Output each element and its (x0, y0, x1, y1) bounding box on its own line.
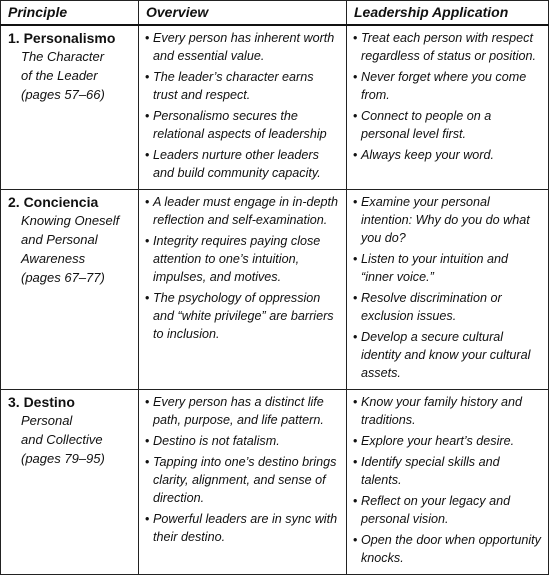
principle-subtitle-line: Knowing Oneself (21, 213, 120, 228)
application-list (347, 26, 548, 171)
list-item: • Destino is not fatalism. (145, 432, 341, 450)
principle-cell (1, 190, 139, 390)
table-row (1, 25, 549, 190)
list-item: • Examine your personal intention: Why do you do what you do? (353, 193, 543, 247)
list-item: • Reflect on your legacy and personal vision. (353, 492, 543, 528)
application-list (347, 390, 548, 574)
principle-title: 2. Conciencia (8, 194, 99, 210)
list-item: • Explore your heart’s desire. (353, 432, 543, 450)
principle-cell (1, 25, 139, 190)
list-item: • Leaders nurture other leaders and build community capacity. (145, 146, 341, 182)
principle-subtitle-line: and Collective (21, 432, 103, 447)
list-item: • Every person has inherent worth and essential value. (145, 29, 341, 65)
principle-subtitle-line: Awareness (21, 251, 86, 266)
list-item: • Identify special skills and talents. (353, 453, 543, 489)
overview-list (139, 26, 346, 189)
header-overview: Overview (139, 1, 347, 26)
list-item: • Always keep your word. (353, 146, 543, 164)
list-item: • Open the door when opportunity knocks. (353, 531, 543, 567)
list-item: • The leader’s character earns trust and respect. (145, 68, 341, 104)
header-principle: Principle (1, 1, 139, 26)
list-item: • A leader must engage in in-depth reflection and self-examination. (145, 193, 341, 229)
header-leadership-application: Leadership Application (347, 1, 549, 26)
application-cell (347, 190, 549, 390)
list-item: • Never forget where you come from. (353, 68, 543, 104)
overview-cell (139, 25, 347, 190)
overview-cell (139, 390, 347, 575)
header-row (1, 1, 549, 26)
principle-subtitle-line: of the Leader (21, 68, 98, 83)
principle-title: 3. Destino (8, 394, 75, 410)
list-item: • The psychology of oppression and “white privilege” are barriers to inclusion. (145, 289, 341, 343)
table-row (1, 390, 549, 575)
list-item: • Powerful leaders are in sync with their destino. (145, 510, 341, 546)
list-item: • Integrity requires paying close attention to one’s intuition, impulses, and motives. (145, 232, 341, 286)
table-row (1, 190, 549, 390)
application-list (347, 190, 548, 389)
principle-pages: (pages 57–66) (21, 87, 105, 102)
principle-subtitle-line: and Personal (21, 232, 98, 247)
list-item: • Treat each person with respect regardless of status or position. (353, 29, 543, 65)
list-item: • Tapping into one’s destino brings clarity, alignment, and sense of direction. (145, 453, 341, 507)
overview-cell (139, 190, 347, 390)
principle-cell (1, 390, 139, 575)
principle-pages: (pages 79–95) (21, 451, 105, 466)
principle-subtitle-line: The Character (21, 49, 105, 64)
list-item: • Personalismo secures the relational aspects of leadership (145, 107, 341, 143)
overview-list (139, 390, 346, 553)
principle-title: 1. Personalismo (8, 30, 116, 46)
overview-list (139, 190, 346, 350)
principle-pages: (pages 67–77) (21, 270, 105, 285)
application-cell (347, 25, 549, 190)
application-cell (347, 390, 549, 575)
principle-subtitle-line: Personal (21, 413, 73, 428)
list-item: • Resolve discrimination or exclusion issues. (353, 289, 543, 325)
list-item: • Connect to people on a personal level first. (353, 107, 543, 143)
list-item: • Listen to your intuition and “inner voice.” (353, 250, 543, 286)
list-item: • Develop a secure cultural identity and know your cultural assets. (353, 328, 543, 382)
list-item: • Know your family history and traditions. (353, 393, 543, 429)
list-item: • Every person has a distinct life path, purpose, and life pattern. (145, 393, 341, 429)
